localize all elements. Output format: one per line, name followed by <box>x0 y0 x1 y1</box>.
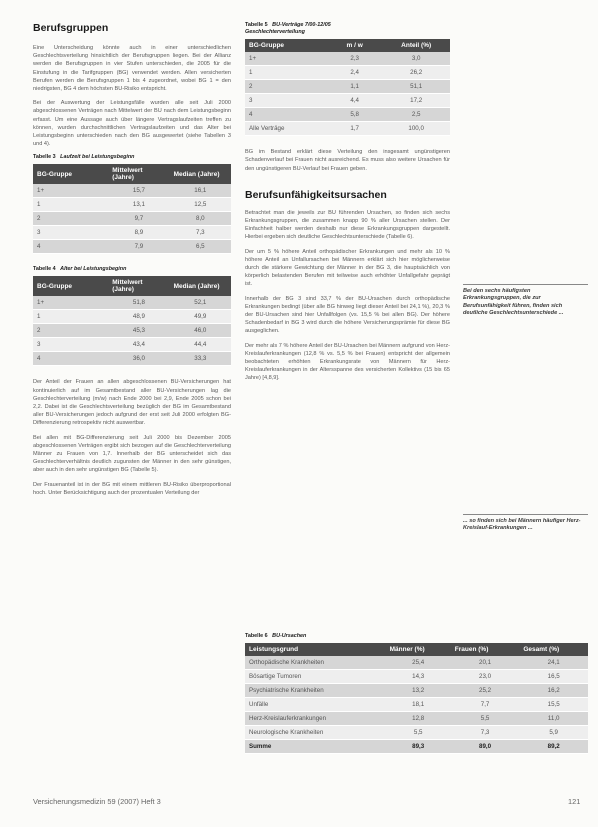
table-cell: 2,4 <box>327 66 382 80</box>
table-cell: 12,5 <box>170 198 231 212</box>
table-row <box>245 66 450 80</box>
table-sum-row <box>245 740 588 754</box>
margin-callout-1 <box>463 284 588 317</box>
table-4-caption <box>33 266 231 273</box>
column-header: BG-Gruppe <box>33 276 108 296</box>
table-cell: Bösartige Tumoren <box>245 670 386 684</box>
table-cell: 14,3 <box>386 670 451 684</box>
table-cell: 16,5 <box>519 670 588 684</box>
heading-berufsgruppen: Berufsgruppen <box>33 22 109 34</box>
table-row <box>33 212 231 226</box>
table-row <box>33 296 231 310</box>
table-row <box>245 698 588 712</box>
table-cell: 1 <box>33 198 108 212</box>
paragraph: Bei der Auswertung der Leistungsfälle wurden alle seit Juli 2000 abgeschlossenen Verträgen nach Mittelwert der BU nach dem Leistungsbeginn erfasst. Um eine Aussage auch über längere Vertragslaufzeiten treffen zu können, wurden durchschnittlichen Vertragslaufzeiten und das Alter bei Leistungsbeginn unterschieden nach den BG ausgewertet (siehe Tabellen 3 und 4). <box>33 100 231 148</box>
column-header: BG-Gruppe <box>33 164 108 184</box>
table-row <box>245 80 450 94</box>
table-row <box>245 670 588 684</box>
table-cell: 2 <box>33 212 108 226</box>
column-header: Mittelwert (Jahre) <box>108 276 169 296</box>
table-cell: 1 <box>33 310 108 324</box>
table-subtitle: Geschlechterverteilung <box>245 29 305 35</box>
table-row <box>33 184 231 198</box>
table-cell: Summe <box>245 740 386 754</box>
table-row <box>245 94 450 108</box>
paragraph: BG im Bestand erklärt diese Verteilung den insgesamt ungünstigeren Schadenverlauf bei Frauen nicht ausreichend. Es muss also weitere Ursachen für den ungünstigeren BU-Verlauf bei Frauen geben. <box>245 149 450 172</box>
table-cell: 4 <box>245 108 327 122</box>
heading-berufsunfaehigkeitsursachen: Berufsunfähigkeitsursachen <box>245 188 387 201</box>
table-row <box>33 352 231 366</box>
page-number: 121 <box>568 797 581 806</box>
column-header: Mittelwert (Jahre) <box>108 164 169 184</box>
table-cell: 3 <box>33 226 108 240</box>
column-header: BG-Gruppe <box>245 39 327 52</box>
table-row <box>245 122 450 136</box>
table-row <box>245 684 588 698</box>
table-number: Tabelle 5 <box>245 22 268 28</box>
column-header: Leistungsgrund <box>245 643 386 656</box>
table-cell: 89,2 <box>519 740 588 754</box>
table-cell: 1 <box>245 66 327 80</box>
left-column <box>33 22 231 503</box>
table-5-caption <box>245 22 450 36</box>
table-cell: 7,3 <box>170 226 231 240</box>
callout-text: ... so finden sich bei Männern häufiger Herz-Kreislauf-Erkrankungen ... <box>463 514 588 533</box>
table-cell: 13,1 <box>108 198 169 212</box>
column-header: Gesamt (%) <box>519 643 588 656</box>
table-number: Tabelle 6 <box>245 633 268 639</box>
margin-callout-2 <box>463 514 588 533</box>
table-cell: Herz-Kreislauferkrankungen <box>245 712 386 726</box>
table-cell: 3 <box>33 338 108 352</box>
table-cell: 89,0 <box>451 740 520 754</box>
paragraph: Der um 5 % höhere Anteil orthopädischer Erkrankungen und mehr als 10 % höhere Anteil an Unfallursachen bei Männern erklärt sich hier möglicherweise durch die stärkere Gewichtung der Männer in der BG 3, die hauptsächlich von körperlich belastenden Berufen mit teilweise auch erhöhter Unfallgefahr geprägt ist. <box>245 248 450 288</box>
table-cell: 2,3 <box>327 52 382 66</box>
table-number: Tabelle 4 <box>33 266 56 273</box>
table-cell: 1+ <box>245 52 327 66</box>
table-cell: 2,5 <box>382 108 450 122</box>
table-cell: 49,9 <box>170 310 231 324</box>
table-row <box>245 656 588 670</box>
footer-journal: Versicherungsmedizin 59 (2007) Heft 3 <box>33 797 161 806</box>
table-cell: 20,1 <box>451 656 520 670</box>
column-header: Median (Jahre) <box>170 164 231 184</box>
table-cell: 89,3 <box>386 740 451 754</box>
table-cell: 1,1 <box>327 80 382 94</box>
table-cell: 25,2 <box>451 684 520 698</box>
table-6-caption <box>245 633 588 640</box>
table-cell: 9,7 <box>108 212 169 226</box>
table-cell: 33,3 <box>170 352 231 366</box>
table-row <box>33 240 231 254</box>
table-cell: 44,4 <box>170 338 231 352</box>
table-title: Laufzeit bei Leistungsbeginn <box>60 154 135 161</box>
paragraph: Der Anteil der Frauen an allen abgeschlossenen BU-Versicherungen hat kontinuierlich auf im Gesamtbestand aller BU-Versicherungen lag die Geschlechterverteilung (m/w) nach Ende 2000 bei 2,9, Ende 2005 schon bei 2,2. Dabei ist die Geschlechtsverteilung bezüglich der BG im Gesamtbestand aller BU-Versicherungen jedoch aufgrund der erst seit Juli 2000 erfolgten BG-Differenzierung retrospektiv nicht auswertbar. <box>33 379 231 427</box>
table-cell: 15,5 <box>519 698 588 712</box>
column-header: m / w <box>327 39 382 52</box>
table-row <box>245 712 588 726</box>
table-title: BU-Verträge 7/00-12/05 <box>272 22 331 28</box>
table-cell: 16,1 <box>170 184 231 198</box>
table-row <box>33 198 231 212</box>
table-title: Alter bei Leistungsbeginn <box>60 266 127 273</box>
table-3-caption <box>33 154 231 161</box>
paragraph: Der mehr als 7 % höhere Anteil der BU-Ursachen bei Männern aufgrund von Herz-Kreislauferkrankungen (12,8 % vs. 5,5 % bei Frauen) entspricht der allgemein beobachteten erhöhten Erkrankungsrate von Männern für Herz-Kreislauferkrankungen in der Altersspanne des versicherten Kollektivs (15 bis 65 Jahre) [4,8,9]. <box>245 342 450 382</box>
table-cell: 7,9 <box>108 240 169 254</box>
table-cell: 15,7 <box>108 184 169 198</box>
table-cell: 24,1 <box>519 656 588 670</box>
table-cell: 13,2 <box>386 684 451 698</box>
callout-text: Bei den sechs häufigsten Erkrankungsgruppen, die zur Berufsunfähigkeit führen, finden sich deutliche Geschlechtsunterschiede ... <box>463 284 588 317</box>
table-row <box>33 226 231 240</box>
table-cell: 5,8 <box>327 108 382 122</box>
table-cell: 26,2 <box>382 66 450 80</box>
table-cell: 36,0 <box>108 352 169 366</box>
column-header: Frauen (%) <box>451 643 520 656</box>
table-cell: Psychiatrische Krankheiten <box>245 684 386 698</box>
paragraph: Innerhalb der BG 3 sind 33,7 % der BU-Ursachen durch orthopädische Erkrankungen bedingt (über alle BG hinweg liegt dieser Anteil bei 24,1 %), 20,3 % der BU-Ursachen sind hier Unfallfolgen (vs. 15,5 % bei allen BG). Der höhere Schadenbedarf in BG 3 wird durch die höhere Versicherungsprämie für diese BG ausgeglichen. <box>245 295 450 335</box>
table-cell: 25,4 <box>386 656 451 670</box>
table-cell: 23,0 <box>451 670 520 684</box>
table-cell: 18,1 <box>386 698 451 712</box>
table-cell: 51,8 <box>108 296 169 310</box>
table-number: Tabelle 3 <box>33 154 56 161</box>
table-cell: 48,9 <box>108 310 169 324</box>
table-cell: Alle Verträge <box>245 122 327 136</box>
table-row <box>33 338 231 352</box>
table-cell: 51,1 <box>382 80 450 94</box>
table-cell: 7,3 <box>451 726 520 740</box>
table-cell: 43,4 <box>108 338 169 352</box>
table-row <box>245 52 450 66</box>
table-5 <box>245 39 450 136</box>
table-6 <box>245 643 588 754</box>
table-cell: 7,7 <box>451 698 520 712</box>
table-cell: 100,0 <box>382 122 450 136</box>
table-cell: 4,4 <box>327 94 382 108</box>
table-cell: 6,5 <box>170 240 231 254</box>
table-cell: 4 <box>33 352 108 366</box>
table-4 <box>33 276 231 366</box>
table-cell: 16,2 <box>519 684 588 698</box>
table-row <box>33 324 231 338</box>
table-row <box>33 310 231 324</box>
table-6-block <box>245 633 588 754</box>
table-cell: 1+ <box>33 184 108 198</box>
table-cell: Neurologische Krankheiten <box>245 726 386 740</box>
table-cell: 2 <box>33 324 108 338</box>
table-cell: 3,0 <box>382 52 450 66</box>
table-cell: 3 <box>245 94 327 108</box>
table-cell: 8,9 <box>108 226 169 240</box>
table-cell: 46,0 <box>170 324 231 338</box>
table-cell: Orthopädische Krankheiten <box>245 656 386 670</box>
table-cell: 2 <box>245 80 327 94</box>
table-cell: 1,7 <box>327 122 382 136</box>
right-main-column <box>245 22 450 389</box>
paragraph: Eine Unterscheidung könnte auch in einer unterschiedlichen Geschlechtsverteilung hinsichtlich der Berufsgruppen liegen. Bei der Allianz werden die Berufsgruppen in vier Stufen unterschieden, die 2005 für die Einstufung in die Tarifgruppen (BG) verwendet werden. Allen versicherten Berufen werden die Berufsgruppen 1 bis 4 zugeordnet, wobei BG 1 = den niedrigsten, BG 4 dem höchsten BU-Risiko entspricht. <box>33 45 231 93</box>
table-cell: 5,5 <box>451 712 520 726</box>
paragraph: Betrachtet man die jeweils zur BU führenden Ursachen, so finden sich sechs Erkrankungsgruppen, die zusammen knapp 90 % aller Ursachen stellen. Der Einfachheit halber werden deshalb nur diese Erkrankungsgruppen dargestellt. Hierbei ergeben sich deutliche Geschlechtsunterschiede (Tabelle 6). <box>245 209 450 241</box>
table-cell: 11,0 <box>519 712 588 726</box>
table-cell: 45,3 <box>108 324 169 338</box>
table-cell: 17,2 <box>382 94 450 108</box>
paragraph: Bei allen mit BG-Differenzierung seit Juli 2000 bis Dezember 2005 abgeschlossenen Verträgen ergibt sich bezogen auf die Geschlechterverteilung Männer zu Frauen von 1,7. Innerhalb der BG unterscheidet sich das Geschlechterverhältnis deutlich zugunsten der Männer in den sehr günstigen, aber auch in den sehr ungünstigen BG (Tabelle 5). <box>33 434 231 474</box>
table-row <box>245 726 588 740</box>
table-cell: 12,8 <box>386 712 451 726</box>
column-header: Männer (%) <box>386 643 451 656</box>
column-header: Anteil (%) <box>382 39 450 52</box>
table-3 <box>33 164 231 254</box>
table-cell: 4 <box>33 240 108 254</box>
paragraph: Der Frauenanteil ist in der BG mit einem mittleren BU-Risiko überproportional hoch. Unter Berücksichtigung auch der prozentualen Verteilung der <box>33 481 231 496</box>
table-cell: 1+ <box>33 296 108 310</box>
table-cell: 5,5 <box>386 726 451 740</box>
table-row <box>245 108 450 122</box>
table-cell: 8,0 <box>170 212 231 226</box>
table-title: BU-Ursachen <box>272 633 307 639</box>
table-cell: 5,9 <box>519 726 588 740</box>
column-header: Median (Jahre) <box>170 276 231 296</box>
table-cell: Unfälle <box>245 698 386 712</box>
table-cell: 52,1 <box>170 296 231 310</box>
